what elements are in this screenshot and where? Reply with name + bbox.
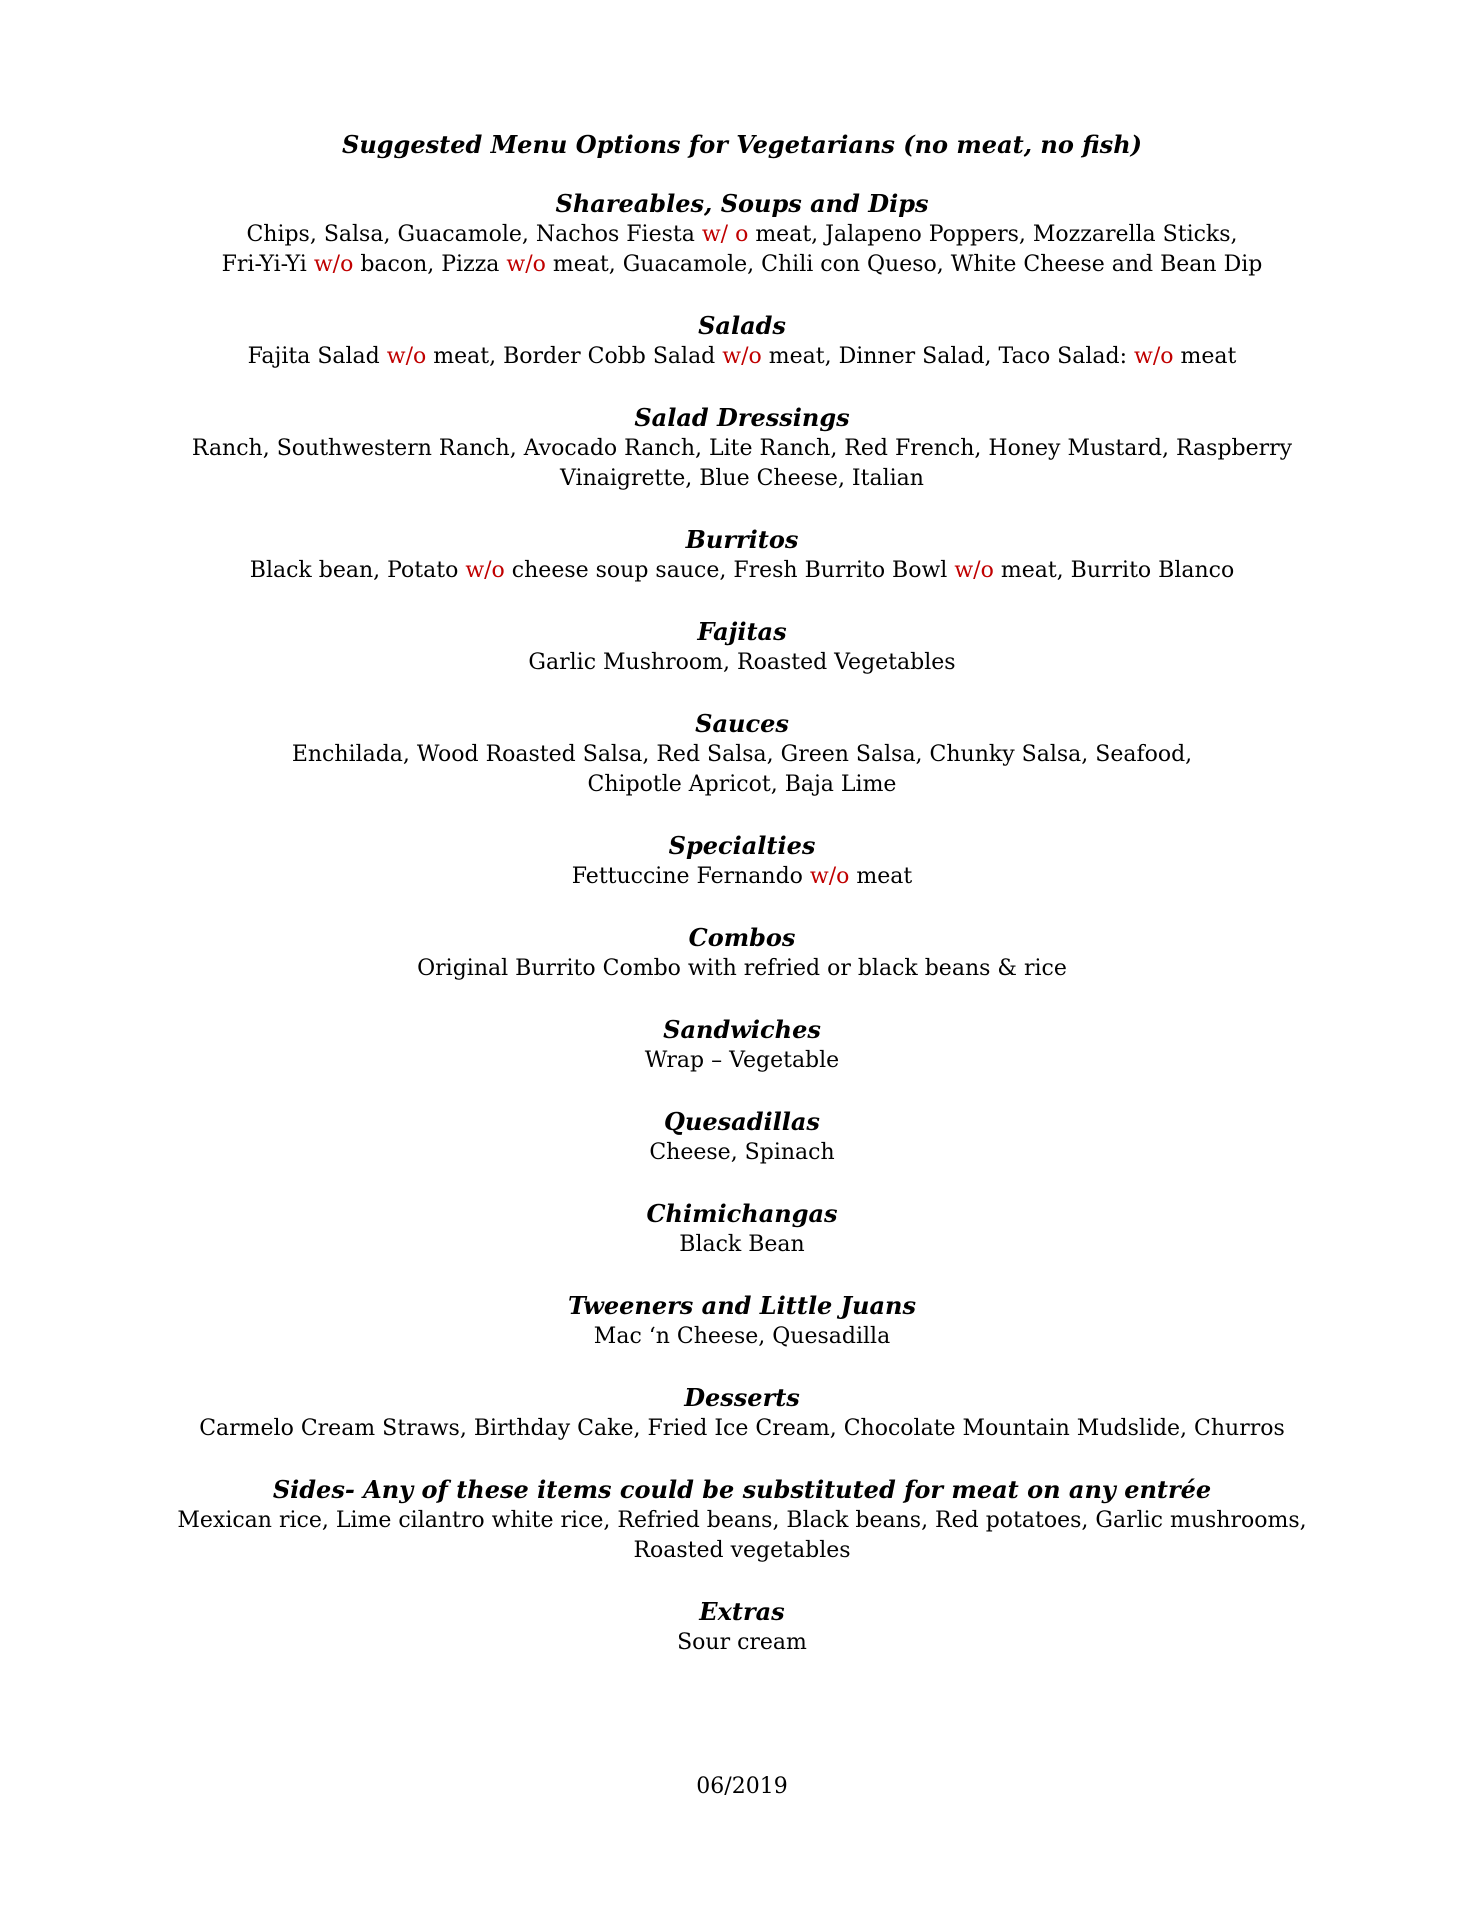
- section-sandwiches: [0, 1014, 1484, 1076]
- document-title: Suggested Menu Options for Vegetarians (no meat, no fish): [341, 130, 1142, 159]
- section-items: [0, 1506, 1484, 1566]
- item-text: Garlic Mushroom, Roasted Vegetables: [528, 650, 956, 675]
- section-heading: Desserts: [684, 1383, 800, 1412]
- section-items: [0, 1230, 1484, 1260]
- item-line: [0, 648, 1484, 678]
- without-note: w/o: [386, 344, 427, 369]
- section-items: [0, 740, 1484, 800]
- section-burritos: [0, 524, 1484, 586]
- section-items: [0, 1322, 1484, 1352]
- section-heading: Fajitas: [697, 617, 787, 646]
- item-text: meat, Guacamole, Chili con Queso, White Cheese and Bean Dip: [545, 252, 1263, 277]
- section-items: [0, 862, 1484, 892]
- item-line: [0, 556, 1484, 586]
- section-sides: [0, 1474, 1484, 1566]
- item-line: [0, 1628, 1484, 1658]
- section-heading: Burritos: [685, 525, 799, 554]
- without-note: w/o: [809, 864, 850, 889]
- without-note: w/o: [1134, 344, 1174, 369]
- menu-sections: [0, 188, 1484, 1688]
- item-text: meat, Border Cobb Salad: [426, 344, 723, 369]
- item-text: Black Bean: [679, 1232, 805, 1257]
- item-text: bacon, Pizza: [353, 252, 507, 277]
- item-line: [0, 862, 1484, 892]
- section-desserts: [0, 1382, 1484, 1444]
- section-items: [0, 434, 1484, 494]
- item-line: [0, 1536, 1484, 1566]
- item-line: [0, 1414, 1484, 1444]
- section-items: [0, 648, 1484, 678]
- item-line: [0, 1506, 1484, 1536]
- item-text: Chips, Salsa, Guacamole, Nachos Fiesta: [246, 222, 702, 247]
- section-shareables: [0, 188, 1484, 280]
- section-extras: [0, 1596, 1484, 1658]
- section-items: [0, 342, 1484, 372]
- section-items: [0, 1414, 1484, 1444]
- section-salads: [0, 310, 1484, 372]
- item-text: Mac ‘n Cheese, Quesadilla: [593, 1324, 891, 1349]
- item-line: [0, 770, 1484, 800]
- item-line: [0, 342, 1484, 372]
- item-text: meat: [1173, 344, 1237, 369]
- item-text: meat, Dinner Salad, Taco Salad:: [761, 344, 1135, 369]
- section-quesadillas: [0, 1106, 1484, 1168]
- item-text: Carmelo Cream Straws, Birthday Cake, Fried Ice Cream, Chocolate Mountain Mudslide, Churros: [199, 1416, 1285, 1441]
- item-text: Original Burrito Combo with refried or black beans & rice: [417, 956, 1067, 981]
- item-text: Fri-Yi-Yi: [221, 252, 314, 277]
- item-text: Vinaigrette, Blue Cheese, Italian: [560, 466, 924, 491]
- without-note: w/o: [465, 558, 505, 583]
- section-salad-dressings: [0, 402, 1484, 494]
- section-heading: Sandwiches: [663, 1015, 821, 1044]
- section-heading: Shareables, Soups and Dips: [555, 189, 929, 218]
- section-heading: Salads: [698, 311, 786, 340]
- item-text: Black bean, Potato: [249, 558, 466, 583]
- section-heading: Specialties: [668, 831, 816, 860]
- section-heading: Tweeners and Little Juans: [567, 1291, 916, 1320]
- without-note: w/o: [506, 252, 546, 277]
- item-text: Cheese, Spinach: [649, 1140, 835, 1165]
- section-heading: Chimichangas: [646, 1199, 838, 1228]
- item-text: Wrap – Vegetable: [644, 1048, 840, 1073]
- item-text: meat: [849, 864, 913, 889]
- item-text: Ranch, Southwestern Ranch, Avocado Ranch, Lite Ranch, Red French, Honey Mustard, Raspberry: [191, 436, 1293, 461]
- item-line: [0, 954, 1484, 984]
- item-text: cheese soup sauce, Fresh Burrito Bowl: [504, 558, 955, 583]
- section-items: [0, 220, 1484, 280]
- item-line: [0, 740, 1484, 770]
- item-text: meat, Jalapeno Poppers, Mozzarella Sticks,: [748, 222, 1238, 247]
- item-line: [0, 1138, 1484, 1168]
- item-text: Sour cream: [677, 1630, 807, 1655]
- section-items: [0, 1046, 1484, 1076]
- item-line: [0, 1230, 1484, 1260]
- item-line: [0, 250, 1484, 280]
- section-fajitas: [0, 616, 1484, 678]
- item-line: [0, 1322, 1484, 1352]
- section-specialties: [0, 830, 1484, 892]
- item-line: [0, 464, 1484, 494]
- section-items: [0, 556, 1484, 586]
- item-text: Roasted vegetables: [633, 1538, 851, 1563]
- item-text: Mexican rice, Lime cilantro white rice, Refried beans, Black beans, Red potatoes, Garlic mushrooms,: [177, 1508, 1307, 1533]
- section-items: [0, 1138, 1484, 1168]
- footer-date: 06/2019: [696, 1774, 788, 1799]
- item-text: Chipotle Apricot, Baja Lime: [587, 772, 897, 797]
- section-items: [0, 1628, 1484, 1658]
- item-line: [0, 434, 1484, 464]
- item-line: [0, 1046, 1484, 1076]
- without-note: w/o: [722, 344, 762, 369]
- section-heading: Salad Dressings: [634, 403, 850, 432]
- section-heading: Quesadillas: [664, 1107, 820, 1136]
- item-text: Fajita Salad: [247, 344, 387, 369]
- section-chimichangas: [0, 1198, 1484, 1260]
- section-heading: Sauces: [695, 709, 789, 738]
- section-tweeners: [0, 1290, 1484, 1352]
- section-sauces: [0, 708, 1484, 800]
- without-note: w/o: [954, 558, 994, 583]
- section-heading: Sides- Any of these items could be substituted for meat on any entrée: [272, 1475, 1212, 1504]
- without-note: w/ o: [701, 222, 749, 247]
- without-note: w/o: [313, 252, 354, 277]
- item-text: Fettuccine Fernando: [571, 864, 810, 889]
- section-items: [0, 954, 1484, 984]
- section-heading: Extras: [699, 1597, 785, 1626]
- section-combos: [0, 922, 1484, 984]
- item-text: meat, Burrito Blanco: [993, 558, 1235, 583]
- item-line: [0, 220, 1484, 250]
- section-heading: Combos: [688, 923, 796, 952]
- item-text: Enchilada, Wood Roasted Salsa, Red Salsa, Green Salsa, Chunky Salsa, Seafood,: [291, 742, 1193, 767]
